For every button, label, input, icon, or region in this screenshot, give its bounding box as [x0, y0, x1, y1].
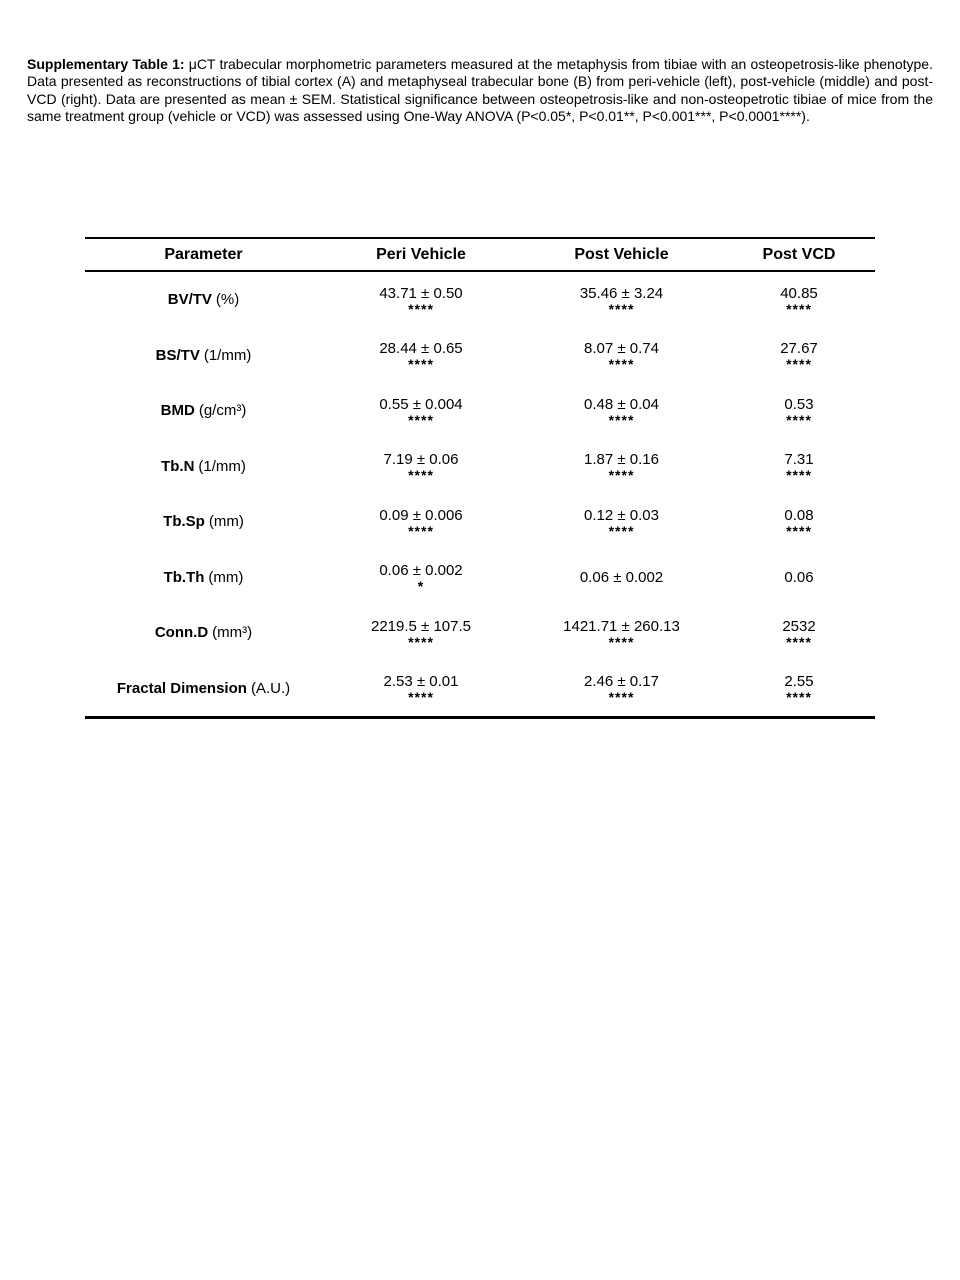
post-vcd-cell — [723, 661, 875, 717]
table-row — [85, 439, 875, 495]
value: 1421.71 ± 260.13 — [563, 617, 680, 635]
parameter-name: Fractal Dimension — [116, 679, 247, 697]
parameter-unit: (mm³) — [212, 624, 253, 642]
parameter-unit: (%) — [215, 291, 240, 309]
caption-lead: Supplementary Table 1: — [27, 56, 185, 72]
post-vcd-cell — [723, 272, 875, 328]
peri-vehicle-cell — [322, 661, 520, 717]
value: 0.55 ± 0.004 — [379, 395, 463, 413]
value: 35.46 ± 3.24 — [579, 284, 664, 302]
significance-stars: **** — [608, 633, 635, 650]
value: 2532 — [782, 617, 816, 635]
value: 7.31 — [784, 451, 814, 469]
value: 1.87 ± 0.16 — [584, 451, 659, 469]
significance-stars: **** — [786, 411, 812, 428]
post-vehicle-cell — [520, 383, 723, 439]
post-vcd-cell — [723, 605, 875, 661]
value: 28.44 ± 0.65 — [379, 340, 463, 358]
peri-vehicle-cell — [322, 605, 520, 661]
parameter-unit: (mm) — [208, 513, 244, 531]
significance-stars: **** — [408, 356, 434, 373]
value: 0.06 ± 0.002 — [579, 568, 664, 586]
significance-stars: **** — [786, 522, 812, 539]
value: 8.07 ± 0.74 — [584, 340, 659, 358]
post-vcd-cell — [723, 494, 875, 550]
post-vehicle-cell — [520, 605, 723, 661]
table-row — [85, 605, 875, 661]
value: 2.55 — [784, 673, 814, 691]
post-vcd-cell — [723, 439, 875, 495]
peri-vehicle-cell — [322, 494, 520, 550]
parameter-cell — [85, 328, 322, 384]
value: 0.06 — [784, 568, 814, 586]
value: 0.53 — [784, 395, 814, 413]
significance-stars: **** — [608, 356, 635, 373]
post-vehicle-cell — [520, 328, 723, 384]
caption-body: μCT trabecular morphometric parameters measured at the metaphysis from tibiae with an osteopetrosis-like phenotype. Data presented as reconstructions of tibial cortex (A) and metaphyseal trabecular bone (B) from peri-vehicle (left), post-vehicle (middle) and post-VCD (right). Data are presented as mean ± SEM. Statistical significance between osteopetrosis-like and non-osteopetrotic tibiae of mice from the same treatment group (vehicle or VCD) was assessed using One-Way ANOVA (P<0.05*, P<0.01**, P<0.001***, P<0.0001****). — [27, 56, 933, 124]
parameter-unit: (g/cm³) — [198, 402, 247, 420]
parameter-name: BV/TV — [167, 291, 212, 309]
table-row — [85, 661, 875, 717]
significance-stars: **** — [608, 522, 635, 539]
significance-stars: **** — [408, 411, 434, 428]
parameter-cell — [85, 550, 322, 606]
table-row — [85, 494, 875, 550]
value: 43.71 ± 0.50 — [379, 284, 463, 302]
header-post-vehicle: Post Vehicle — [574, 245, 669, 263]
parameter-cell — [85, 383, 322, 439]
parameter-name: BS/TV — [155, 346, 200, 364]
post-vehicle-cell — [520, 272, 723, 328]
header-peri-vehicle: Peri Vehicle — [376, 245, 466, 263]
parameter-cell — [85, 439, 322, 495]
significance-stars: **** — [786, 633, 812, 650]
parameter-cell — [85, 494, 322, 550]
parameter-name: Conn.D — [154, 624, 209, 642]
significance-stars: **** — [608, 300, 635, 317]
post-vcd-cell — [723, 383, 875, 439]
header-parameter: Parameter — [164, 245, 243, 263]
significance-stars: **** — [786, 689, 812, 706]
table-caption — [27, 56, 933, 125]
table-row — [85, 328, 875, 384]
parameter-cell — [85, 661, 322, 717]
peri-vehicle-cell — [322, 439, 520, 495]
parameter-unit: (mm) — [208, 568, 244, 586]
value: 7.19 ± 0.06 — [383, 451, 459, 469]
parameter-name: Tb.N — [161, 457, 195, 475]
parameter-unit: (A.U.) — [250, 679, 291, 697]
post-vcd-cell — [723, 328, 875, 384]
peri-vehicle-cell — [322, 328, 520, 384]
parameter-unit: (1/mm) — [203, 346, 252, 364]
value: 2219.5 ± 107.5 — [371, 617, 471, 635]
post-vehicle-cell — [520, 494, 723, 550]
significance-stars: **** — [408, 522, 434, 539]
supplementary-table — [85, 237, 875, 719]
table-row — [85, 272, 875, 328]
value: 2.53 ± 0.01 — [383, 673, 459, 691]
significance-stars: **** — [608, 411, 635, 428]
parameter-name: BMD — [160, 402, 195, 420]
parameter-cell — [85, 272, 322, 328]
parameter-name: Tb.Th — [163, 568, 205, 586]
peri-vehicle-cell — [322, 383, 520, 439]
table-row — [85, 550, 875, 606]
value: 27.67 — [780, 340, 818, 358]
value: 40.85 — [780, 284, 818, 302]
header-post-vcd: Post VCD — [762, 245, 836, 263]
parameter-cell — [85, 605, 322, 661]
table-row — [85, 383, 875, 439]
significance-stars: **** — [608, 689, 635, 706]
post-vehicle-cell — [520, 439, 723, 495]
significance-stars: **** — [408, 633, 434, 650]
value: 0.08 — [784, 506, 814, 524]
significance-stars: **** — [408, 467, 434, 484]
value: 0.09 ± 0.006 — [379, 506, 463, 524]
significance-stars: **** — [408, 689, 434, 706]
parameter-unit: (1/mm) — [198, 457, 246, 475]
post-vehicle-cell — [520, 550, 723, 606]
significance-stars: **** — [786, 356, 812, 373]
value: 0.12 ± 0.03 — [584, 506, 659, 524]
peri-vehicle-cell — [322, 272, 520, 328]
value: 0.06 ± 0.002 — [379, 562, 463, 580]
post-vcd-cell — [723, 550, 875, 606]
value: 2.46 ± 0.17 — [584, 673, 659, 691]
significance-stars: **** — [786, 300, 812, 317]
table-header-row — [85, 239, 875, 272]
significance-stars: **** — [608, 467, 635, 484]
significance-stars: * — [417, 578, 425, 595]
post-vehicle-cell — [520, 661, 723, 717]
value: 0.48 ± 0.04 — [584, 395, 659, 413]
significance-stars: **** — [408, 300, 434, 317]
peri-vehicle-cell — [322, 550, 520, 606]
parameter-name: Tb.Sp — [163, 513, 205, 531]
significance-stars: **** — [786, 467, 812, 484]
